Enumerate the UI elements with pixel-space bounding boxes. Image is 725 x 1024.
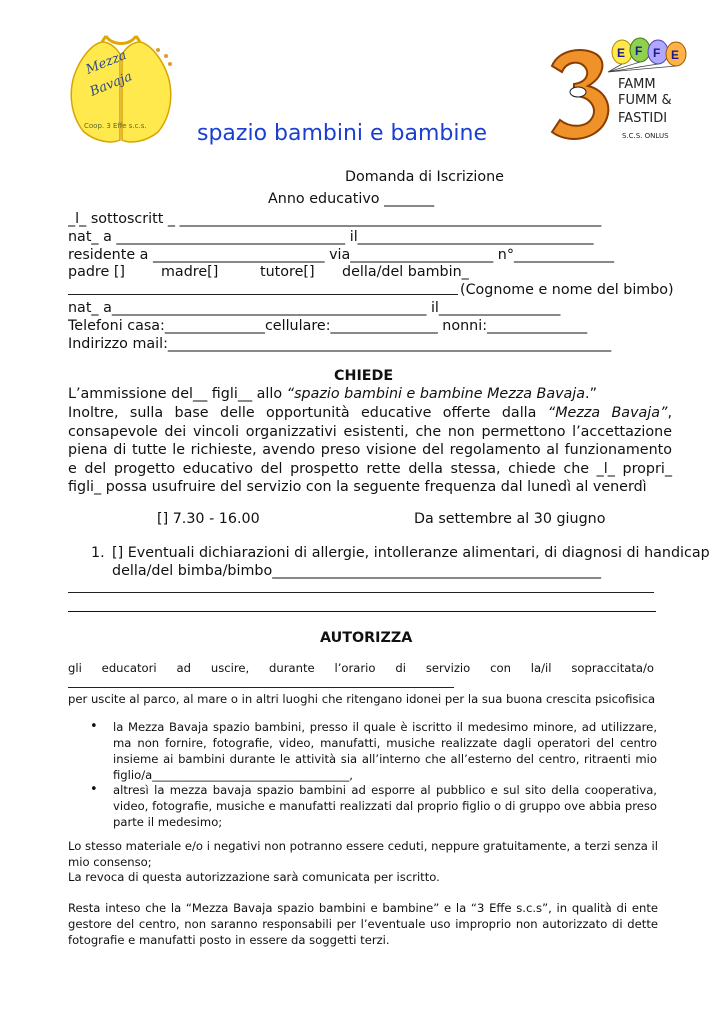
authorize-note-1: Lo stesso materiale e/o i negativi non potranno essere ceduti, neppure gratuitamente, a terzi senza il mio consenso; [68,839,658,869]
authorize-intro-line: gli educatori ad uscire, durante l’orario di servizio con la/il sopraccitata/o [68,661,654,675]
balloon-letter-2: F [635,44,643,58]
balloon-letter-3: F [653,46,661,60]
child-birth-field[interactable]: nat_ a____________________________________________ il_________________ [68,300,561,316]
email-field[interactable]: Indirizzo mail:______________________________________________________________ [68,336,612,352]
para-start: Inoltre, sulla base delle opportunità educative offerte dalla [68,405,548,421]
logo-text-bavaja: Bavaja [87,69,135,100]
mezza-bavaja-logo [62,28,180,146]
child-name-allergies-field[interactable]: della/del bimba/bimbo______________________________________________ [112,563,602,579]
logo-text-mezza: Mezza [83,47,129,78]
item-number: 1. [91,545,105,561]
balloon-letter-4: E [671,48,680,62]
child-name-note: (Cognome e nome del bimbo) [460,282,674,298]
authorize-bullet-2: altresì la mezza bavaja spazio bambini ad esporre al pubblico e sul sito della cooperativa, video, fotografie, musiche e manufatti realizzati dal proprio figlio o di gruppo ove abbia preso parte il medesimo; [113,783,657,829]
admission-quote: “spazio bambini e bambine Mezza Bavaja [286,386,586,402]
authorize-child-field[interactable] [68,677,454,688]
child-name-field[interactable] [68,280,458,295]
authorize-intro-rest: per uscite al parco, al mare o in altri luoghi che ritengano idonei per la sua buona crescita psicofisica [68,692,656,706]
para-quote: “Mezza Bavaja” [547,405,668,421]
logo-text-fastidi: FASTIDI [618,111,668,126]
logo-text-coop: Coop. 3 Effe s.c.s. [84,122,147,130]
request-heading: CHIEDE [334,368,394,384]
logo-text-famm: FAMM [618,77,656,92]
madre-checkbox[interactable]: madre[] [161,264,219,280]
residence-field[interactable]: residente a ________________________ via____________________ n°______________ [68,247,615,263]
schedule-time-checkbox[interactable]: [] 7.30 - 16.00 [157,511,260,527]
admission-line [68,386,597,402]
admission-end: .” [585,386,597,402]
undersigned-field[interactable]: _l_ sottoscritt _ ___________________________________________________________ [68,211,602,227]
logo-text-onlus: S.C.S. ONLUS [622,132,669,140]
page-title: spazio bambini e bambine [197,121,487,146]
blank-line-2[interactable] [68,611,656,612]
authorize-note-2: La revoca di questa autorizzazione sarà comunicata per iscritto. [68,870,440,884]
admission-start: L’ammissione del__ figli__ allo [68,386,287,402]
authorize-heading: AUTORIZZA [320,630,413,646]
para-rest: , consapevole dei vincoli organizzativi esistenti, che non permettono l’accettazione piena di tutte le richieste, avendo preso visione del regolamento al funzionamento e del progetto educativo del prospetto rette della stessa, chiede che _l_ propri_ figli_ possa usufruire del servizio con la seguente frequenza dal lunedì al venerdì [68,405,672,495]
allergies-checkbox[interactable]: [] Eventuali dichiarazioni di allergie, intolleranze alimentari, di diagnosi di handicap [112,545,710,561]
balloon-letter-1: E [617,46,626,60]
request-paragraph [68,404,672,497]
schedule-period: Da settembre al 30 giugno [414,511,606,527]
3effe-logo [538,36,690,160]
school-year-field[interactable]: Anno educativo _______ [268,191,435,207]
child-label: della/del bambin_ [342,264,469,280]
form-heading: Domanda di Iscrizione [345,169,504,185]
blank-line-1[interactable] [68,592,654,593]
phones-field[interactable]: Telefoni casa:______________cellulare:_______________ nonni:______________ [68,318,588,334]
logo-text-fumm: FUMM & [618,93,672,108]
authorize-note-3: Resta inteso che la “Mezza Bavaja spazio bambini e bambine” e la “3 Effe s.c.s”, in qualità di ente gestore del centro, non saranno responsabili per l’eventuale uso improprio non autorizzato di dette fotografie e manufatti posto in essere da soggetti terzi. [68,901,658,947]
bullet-1-icon: • [90,719,98,734]
birth-place-date-field[interactable]: nat_ a ________________________________ il_________________________________ [68,229,594,245]
bullet-2-icon: • [90,782,98,797]
balloons-icon [608,38,686,72]
tutore-checkbox[interactable]: tutore[] [260,264,315,280]
authorize-bullet-1: la Mezza Bavaja spazio bambini, presso il quale è iscritto il medesimo minore, ad utilizzare, ma non fornire, fotografie, video, manufatti, musiche realizzate dagli operatori del centro insieme ai bambini durante le attività sia all’interno che all’esterno del centro, ritraenti mio figlio/a__________________________________, [113,720,657,782]
padre-checkbox[interactable]: padre [] [68,264,125,280]
